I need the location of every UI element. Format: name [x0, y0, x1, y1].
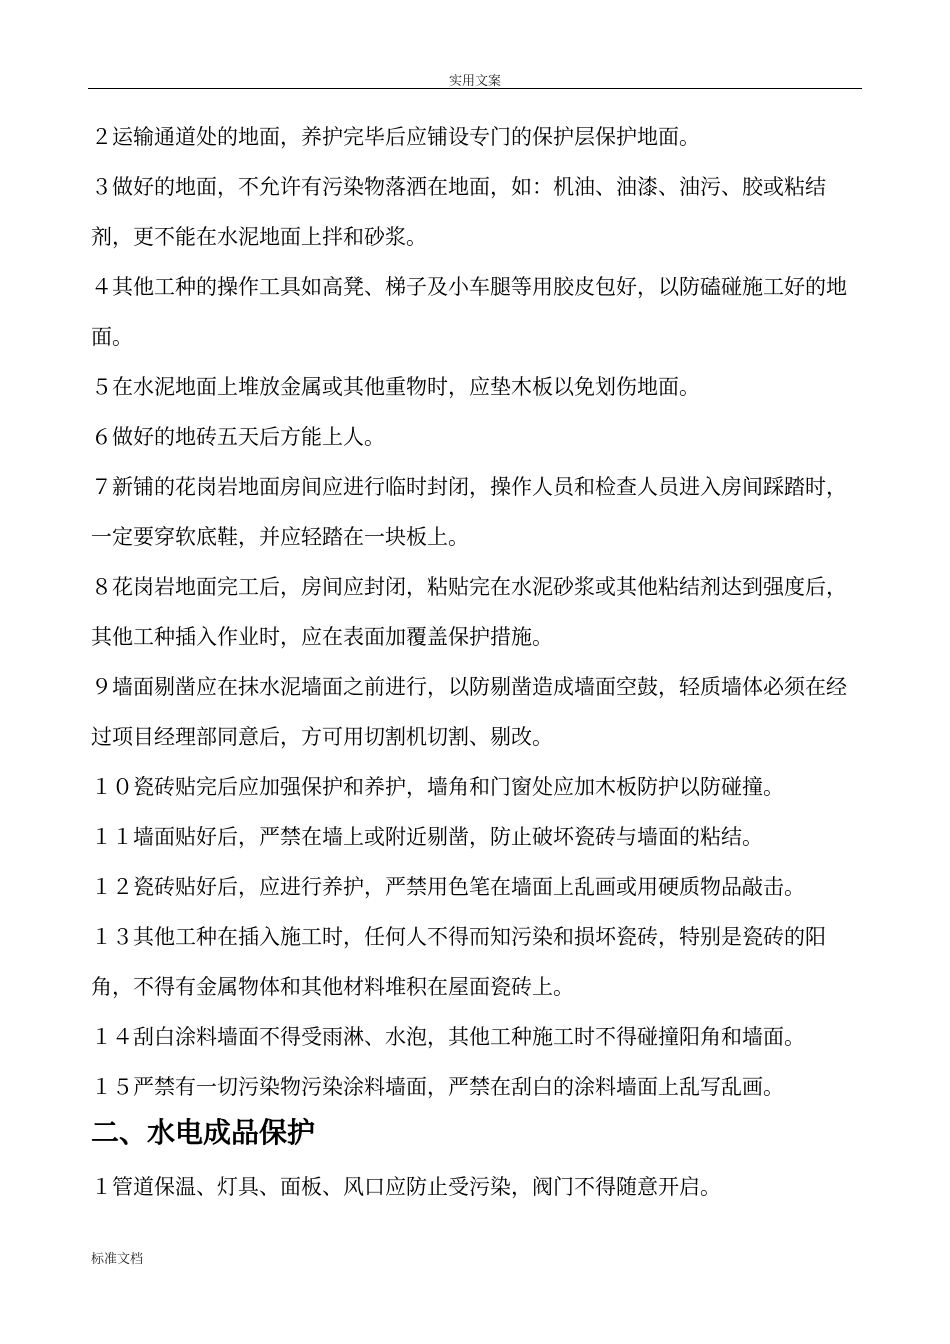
paragraph-item-7: ７新铺的花岗岩地面房间应进行临时封闭，操作人员和检查人员进入房间踩踏时，一定要穿软底鞋，并应轻踏在一块板上。	[91, 475, 847, 549]
paragraph-item-11: １１墙面贴好后，严禁在墙上或附近剔凿，防止破坏瓷砖与墙面的粘结。	[91, 825, 763, 849]
paragraph-item-4: ４其他工种的操作工具如高凳、梯子及小车腿等用胶皮包好，以防磕碰施工好的地面。	[91, 275, 847, 349]
paragraph-item-water-1: １管道保温、灯具、面板、风口应防止受污染，阀门不得随意开启。	[91, 1175, 721, 1199]
section-heading: 二、水电成品保护	[91, 1116, 316, 1149]
paragraph-item-3: ３做好的地面，不允许有污染物落洒在地面，如：机油、油漆、油污、胶或粘结剂，更不能在水泥地面上拌和砂浆。	[91, 175, 826, 249]
paragraph-item-15: １５严禁有一切污染物污染涂料墙面，严禁在刮白的涂料墙面上乱写乱画。	[91, 1075, 784, 1099]
paragraph-item-6: ６做好的地砖五天后方能上人。	[91, 425, 385, 449]
paragraph-item-9: ９墙面剔凿应在抹水泥墙面之前进行，以防剔凿造成墙面空鼓，轻质墙体必须在经过项目经理部同意后，方可用切割机切割、剔改。	[91, 675, 847, 749]
paragraph-item-2: ２运输通道处的地面，养护完毕后应铺设专门的保护层保护地面。	[91, 125, 700, 149]
page-header-title: 实用文案	[448, 74, 501, 89]
paragraph-item-10: １０瓷砖贴完后应加强保护和养护，墙角和门窗处应加木板防护以防碰撞。	[91, 775, 784, 799]
paragraph-item-13: １３其他工种在插入施工时，任何人不得而知污染和损坏瓷砖，特别是瓷砖的阳角，不得有金属物体和其他材料堆积在屋面瓷砖上。	[91, 925, 826, 999]
page-footer-text: 标准文档	[91, 1252, 144, 1267]
paragraph-item-8: ８花岗岩地面完工后，房间应封闭，粘贴完在水泥砂浆或其他粘结剂达到强度后，其他工种插入作业时，应在表面加覆盖保护措施。	[91, 575, 847, 649]
header-divider	[88, 88, 862, 89]
document-body	[91, 112, 863, 1212]
paragraph-item-12: １２瓷砖贴好后，应进行养护，严禁用色笔在墙面上乱画或用硬质物品敲击。	[91, 875, 805, 899]
paragraph-item-5: ５在水泥地面上堆放金属或其他重物时，应垫木板以免划伤地面。	[91, 375, 700, 399]
paragraph-item-14: １４刮白涂料墙面不得受雨淋、水泡，其他工种施工时不得碰撞阳角和墙面。	[91, 1025, 805, 1049]
